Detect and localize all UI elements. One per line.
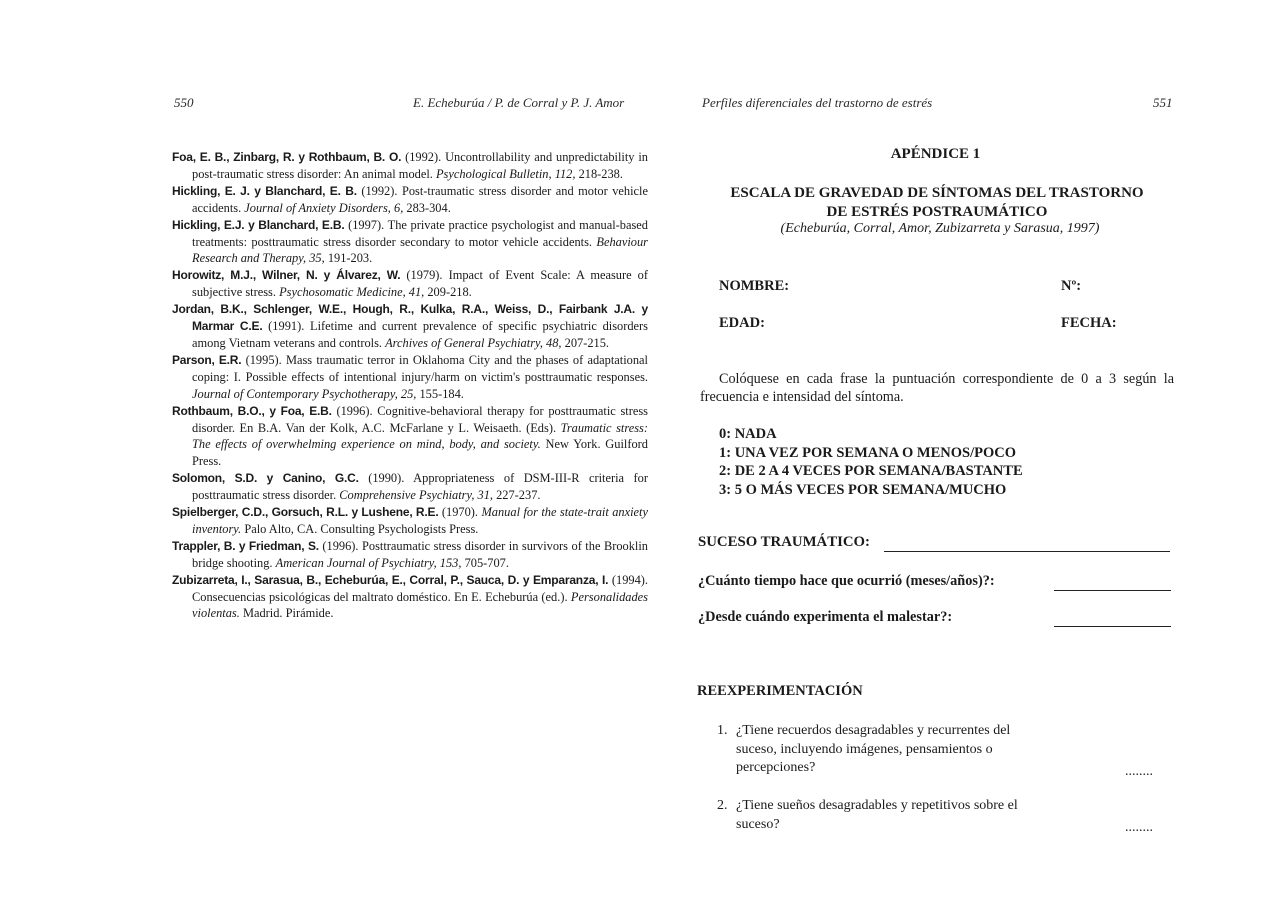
reference-tail: 227-237. xyxy=(493,488,541,503)
trauma-event-answer-line[interactable] xyxy=(884,551,1170,552)
reference-title: Mass traumatic terror in Oklahoma City and the phases of adaptational coping: I. Possible effects of intentional injury/harm on victim's posttraumatic responses. xyxy=(192,352,649,384)
section-title: REEXPERIMENTACIÓN xyxy=(697,683,863,699)
item-number: 2. xyxy=(717,798,728,813)
reference-source: Journal of Contemporary Psychotherapy, 25, xyxy=(192,386,417,401)
page-number-right: 551 xyxy=(1153,95,1173,110)
item-score-blank[interactable]: ........ xyxy=(1125,764,1153,779)
reference-title: Posttraumatic stress disorder in survivors of the Brooklin bridge shooting. xyxy=(192,538,648,570)
instruction-text: Colóquese en cada frase la puntuación correspondiente de 0 a 3 según la frecuencia e intensidad del síntoma. xyxy=(700,371,1174,405)
reference-source: Psychosomatic Medicine, 41, xyxy=(279,285,425,300)
reference-tail: Madrid. Pirámide. xyxy=(239,606,334,621)
reference-tail: 155-184. xyxy=(416,386,464,401)
reference-tail: New York. Guilford Press. xyxy=(192,437,648,469)
reference-entry xyxy=(172,267,648,301)
reference-title: Post-traumatic stress disorder and motor vehicle accidents. xyxy=(192,183,648,215)
reference-source: Archives of General Psychiatry, 48, xyxy=(385,335,562,350)
scale-authors: (Echeburúa, Corral, Amor, Zubizarreta y Sarasua, 1997) xyxy=(780,221,1100,236)
reference-authors: Solomon, S.D. y Canino, G.C. xyxy=(172,471,359,486)
reference-entry xyxy=(172,572,648,623)
running-head-right: Perfiles diferenciales del trastorno de estrés xyxy=(702,95,933,110)
reference-year: (1992). xyxy=(356,183,402,198)
item-text: ¿Tiene sueños desagradables y repetitivos sobre el suceso? xyxy=(736,798,1018,832)
reference-authors: Hickling, E.J. y Blanchard, E.B. xyxy=(172,217,345,232)
reference-tail: 283-304. xyxy=(403,200,451,215)
reference-authors: Zubizarreta, I., Sarasua, B., Echeburúa, E., Corral, P., Sauca, D. y Emparanza, I. xyxy=(172,572,609,587)
reference-title: The private practice psychologist and manual-based treatments: posttraumatic stress disorder secondary to motor vehicle accidents. xyxy=(192,217,648,249)
item-text: ¿Tiene recuerdos desagradables y recurrentes del suceso, incluyendo imágenes, pensamientos o percepciones? xyxy=(736,723,1011,775)
reference-tail: 705-707. xyxy=(461,555,509,570)
reference-source: Traumatic stress: The effects of overwhelming experience on mind, body, and society. xyxy=(192,420,648,452)
reference-entry xyxy=(172,149,648,183)
reference-title: Cognitive-behavioral therapy for posttraumatic stress disorder. En B.A. Van der Kolk, A.C. McFarlane y L. Weisaeth. (Eds). xyxy=(192,403,649,435)
reference-year: (1979). xyxy=(400,268,449,283)
scale-title-line1: ESCALA DE GRAVEDAD DE SÍNTOMAS DEL TRASTORNO xyxy=(730,185,1144,201)
date-field-label: FECHA: xyxy=(1061,315,1117,331)
reference-authors: Trappler, B. y Friedman, S. xyxy=(172,538,319,553)
reference-entry xyxy=(172,183,648,217)
time-since-question: ¿Cuánto tiempo hace que ocurrió (meses/años)?: xyxy=(698,573,995,589)
reference-source: Behaviour Research and Therapy, 35, xyxy=(192,234,648,266)
reference-entry xyxy=(172,504,648,538)
age-field-label: EDAD: xyxy=(719,315,765,331)
reference-authors: Hickling, E. J. y Blanchard, E. B. xyxy=(172,183,357,198)
reference-entry xyxy=(172,217,648,268)
appendix-title: APÉNDICE 1 xyxy=(890,146,981,162)
item-number: 1. xyxy=(717,723,728,738)
reference-tail: Palo Alto, CA. Consulting Psychologists Press. xyxy=(241,521,479,536)
number-field-label: Nº: xyxy=(1061,278,1082,294)
reference-year: (1996). xyxy=(318,538,363,553)
reference-tail: 218-238. xyxy=(575,166,623,181)
name-field-label: NOMBRE: xyxy=(719,278,790,294)
reference-year: (1995). xyxy=(241,352,286,367)
reference-year: (1997). xyxy=(344,217,388,232)
reference-authors: Spielberger, C.D., Gorsuch, R.L. y Lushene, R.E. xyxy=(172,505,439,520)
reference-title: Consecuencias psicológicas del maltrato doméstico. En E. Echeburúa (ed.). xyxy=(192,589,571,604)
reference-title: Appropriateness of DSM-III-R criteria for posttraumatic stress disorder. xyxy=(192,471,648,503)
reference-tail: 209-218. xyxy=(424,285,472,300)
reference-entry xyxy=(172,470,648,504)
reference-source: Personalidades violentas. xyxy=(192,589,648,621)
scale-options xyxy=(719,425,1023,499)
reference-authors: Jordan, B.K., Schlenger, W.E., Hough, R., Kulka, R.A., Weiss, D., Fairbank J.A. y Marmar C.E. xyxy=(172,302,648,334)
reference-year: (1990). xyxy=(358,471,414,486)
reference-year: (1991). xyxy=(262,319,311,334)
page-number-left: 550 xyxy=(174,95,194,110)
trauma-event-label: SUCESO TRAUMÁTICO: xyxy=(698,534,870,550)
scale-title xyxy=(698,184,1176,222)
distress-since-answer-line[interactable] xyxy=(1054,626,1171,627)
reference-source: Manual for the state-trait anxiety inventory. xyxy=(192,505,648,536)
reference-title: Impact of Event Scale: A measure of subjective stress. xyxy=(192,268,648,300)
item-score-blank[interactable]: ........ xyxy=(1125,820,1153,835)
reference-tail: 191-203. xyxy=(324,251,373,266)
reference-title: Lifetime and current prevalence of specific psychiatric disorders among Vietnam veterans and controls. xyxy=(192,319,648,350)
distress-since-question: ¿Desde cuándo experimenta el malestar?: xyxy=(698,609,953,625)
scale-option: 0: NADA xyxy=(719,426,777,442)
time-since-answer-line[interactable] xyxy=(1054,590,1171,591)
reference-title: Uncontrollability and unpredictability in post-traumatic stress disorder: An animal model. xyxy=(192,150,648,181)
reference-list xyxy=(172,149,648,622)
reference-authors: Rothbaum, B.O., y Foa, E.B. xyxy=(172,403,332,418)
reference-entry xyxy=(172,538,648,572)
reference-source: Comprehensive Psychiatry, 31, xyxy=(339,488,493,503)
reference-tail: 207-215. xyxy=(561,335,610,350)
reference-entry xyxy=(172,403,648,471)
reference-source: Journal of Anxiety Disorders, 6, xyxy=(244,200,404,215)
reference-source: American Journal of Psychiatry, 153, xyxy=(275,555,462,570)
reference-entry xyxy=(172,352,648,403)
scale-option: 3: 5 O MÁS VECES POR SEMANA/MUCHO xyxy=(719,481,1007,498)
reference-authors: Horowitz, M.J., Wilner, N. y Álvarez, W. xyxy=(172,268,401,283)
scale-option: 1: UNA VEZ POR SEMANA O MENOS/POCO xyxy=(719,444,1017,461)
reference-entry xyxy=(172,301,648,352)
reference-year: (1970). xyxy=(438,505,482,520)
scale-title-line2: DE ESTRÉS POSTRAUMÁTICO xyxy=(826,204,1048,220)
reference-source: Psychological Bulletin, 112, xyxy=(435,166,576,181)
reference-authors: Parson, E.R. xyxy=(172,352,242,367)
scale-option: 2: DE 2 A 4 VECES POR SEMANA/BASTANTE xyxy=(719,463,1023,480)
reference-year: (1994). xyxy=(608,572,648,587)
running-head-left: E. Echeburúa / P. de Corral y P. J. Amor xyxy=(413,95,625,110)
reference-year: (1992). xyxy=(401,150,446,164)
reference-year: (1996). xyxy=(331,403,378,418)
reference-authors: Foa, E. B., Zinbarg, R. y Rothbaum, B. O. xyxy=(172,150,402,164)
